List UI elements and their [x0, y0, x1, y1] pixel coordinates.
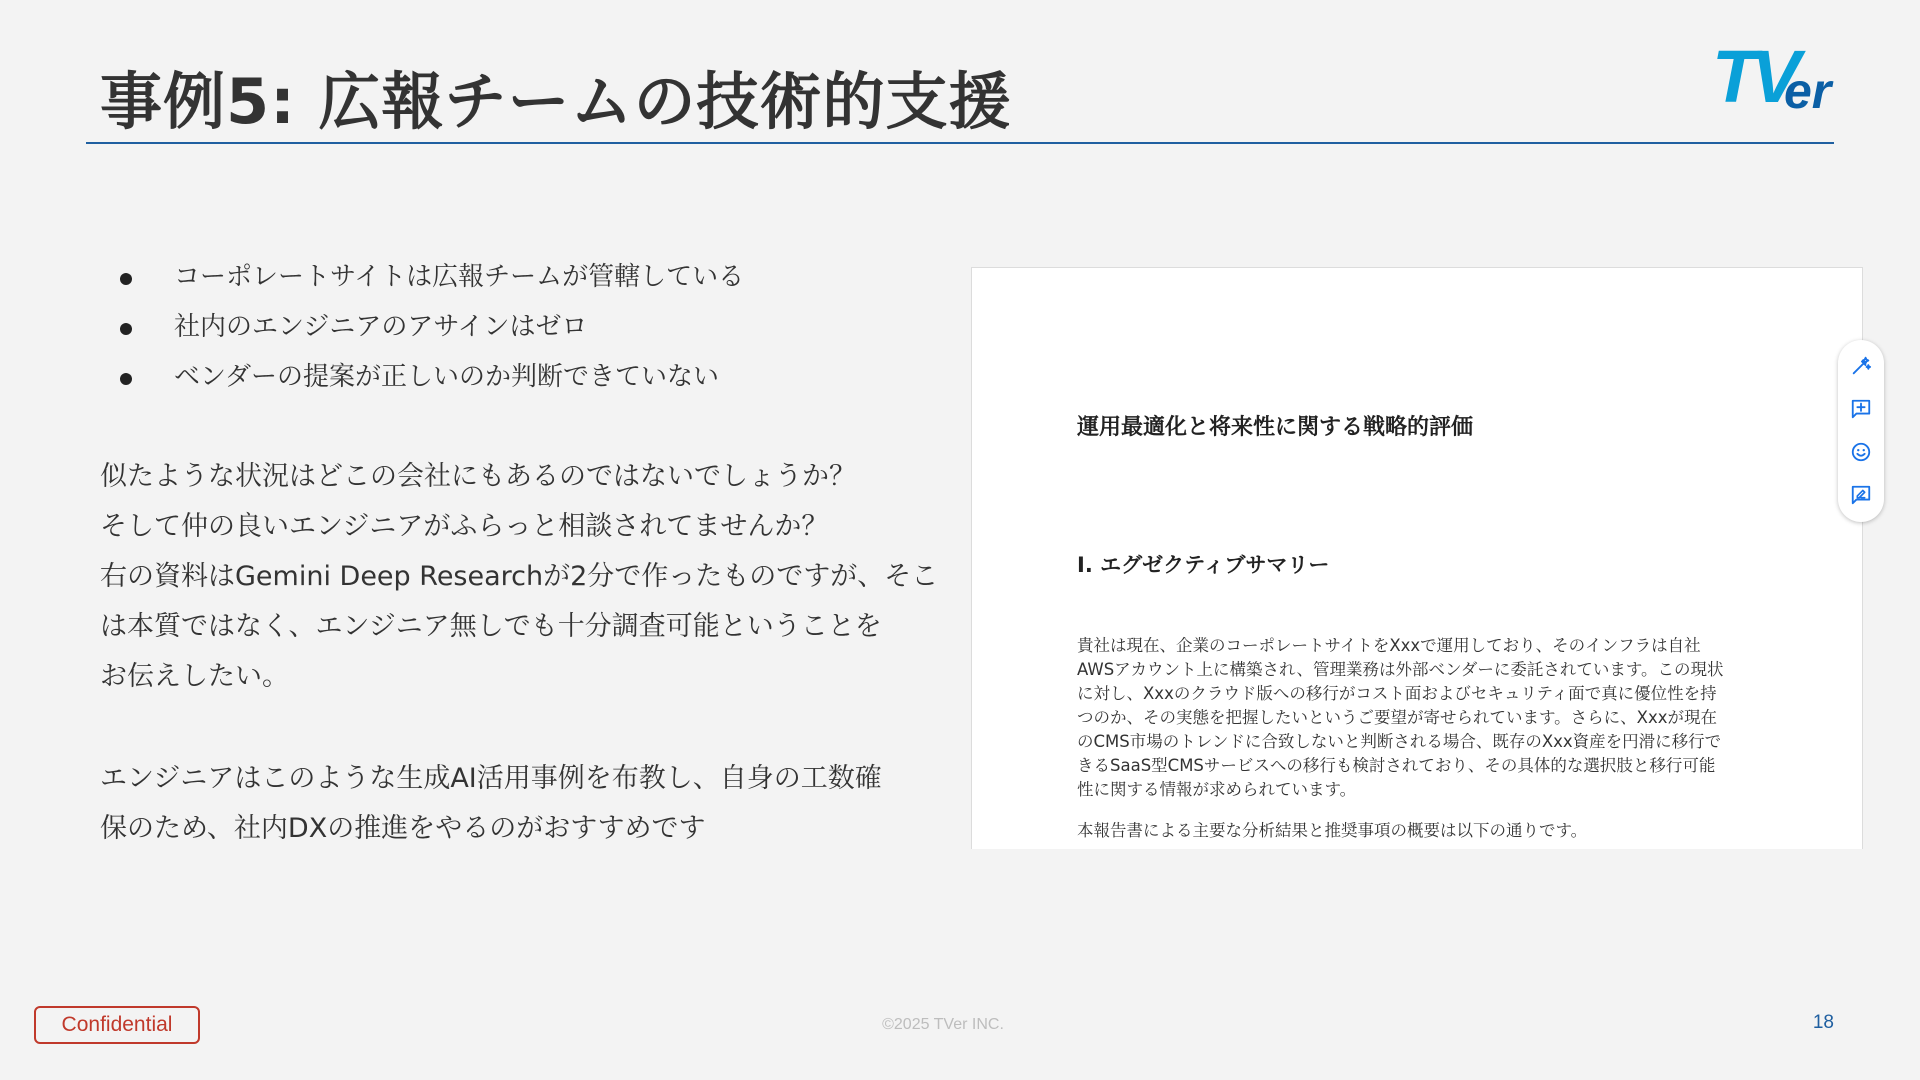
- edit-sparkle-icon[interactable]: [1849, 354, 1873, 378]
- page-number: 18: [1812, 1012, 1834, 1033]
- paragraph-line: エンジニアはこのような生成AI活用事例を布教し、自身の工数確: [100, 763, 882, 794]
- suggest-edit-icon[interactable]: [1849, 483, 1873, 507]
- bullet-dot-icon: [120, 373, 132, 385]
- document-screenshot: [971, 267, 1863, 849]
- document-line: に対し、Xxxのクラウド版への移行がコスト面およびセキュリティ面で真に優位性を持: [1077, 684, 1717, 703]
- document-line: 性に関する情報が求められています。: [1077, 780, 1357, 799]
- logo-er-text: er: [1784, 63, 1832, 119]
- document-line: のCMS市場のトレンドに合致しないと判断される場合、既存のXxx資産を円滑に移行で: [1077, 732, 1722, 751]
- paragraph-line: 似たような状況はどこの会社にもあるのではないでしょうか？: [100, 461, 856, 492]
- copyright-text: ©2025 TVer INC.: [882, 1016, 1004, 1033]
- add-comment-icon[interactable]: [1849, 397, 1873, 421]
- bullet-item: [118, 352, 744, 402]
- bullet-dot-icon: [120, 323, 132, 335]
- paragraph-line: 保のため、社内DXの推進をやるのがおすすめです: [100, 813, 706, 844]
- bullet-dot-icon: [120, 273, 132, 285]
- logo-tv-text: TV: [1712, 35, 1795, 118]
- emoji-icon[interactable]: [1849, 440, 1873, 464]
- document-side-toolbar: [1838, 340, 1884, 522]
- tver-logo: [1712, 35, 1836, 120]
- title-divider: [86, 142, 1834, 144]
- recommendation-paragraph: [100, 754, 930, 854]
- paragraph-line: そして仲の良いエンジニアがふらっと相談されてませんか？: [100, 511, 829, 542]
- document-body: [1077, 634, 1767, 802]
- bullet-list: [118, 252, 744, 402]
- confidential-badge: Confidential: [34, 1006, 200, 1044]
- bullet-text: 社内のエンジニアのアサインはゼロ: [174, 312, 588, 342]
- document-line: つのか、その実態を把握したいというご要望が寄せられています。さらに、Xxxが現在: [1077, 708, 1718, 727]
- situation-paragraph: [100, 452, 939, 702]
- bullet-item: [118, 302, 744, 352]
- document-line: きるSaaS型CMSサービスへの移行も検討されており、その具体的な選択肢と移行可能: [1077, 756, 1716, 775]
- bullet-text: コーポレートサイトは広報チームが管轄している: [174, 262, 745, 292]
- slide-title: 事例5: 広報チームの技術的支援: [100, 65, 1012, 138]
- document-section-heading: I. エグゼクティブサマリー: [1077, 553, 1330, 577]
- document-line: 貴社は現在、企業のコーポレートサイトをXxxで運用しており、そのインフラは自社: [1077, 636, 1701, 655]
- document-line: AWSアカウント上に構築され、管理業務は外部ベンダーに委託されています。この現状: [1077, 660, 1724, 679]
- paragraph-line: お伝えしたい。: [100, 661, 289, 692]
- paragraph-line: 右の資料はGemini Deep Researchが2分で作ったものですが、そこ: [100, 561, 939, 592]
- bullet-item: [118, 252, 744, 302]
- bullet-text: ベンダーの提案が正しいのか判断できていない: [174, 362, 719, 392]
- document-title: 運用最適化と将来性に関する戦略的評価: [1077, 415, 1474, 440]
- paragraph-line: は本質ではなく、エンジニア無しでも十分調査可能ということを: [100, 611, 882, 642]
- document-summary-line: 本報告書による主要な分析結果と推奨事項の概要は以下の通りです。: [1077, 821, 1588, 840]
